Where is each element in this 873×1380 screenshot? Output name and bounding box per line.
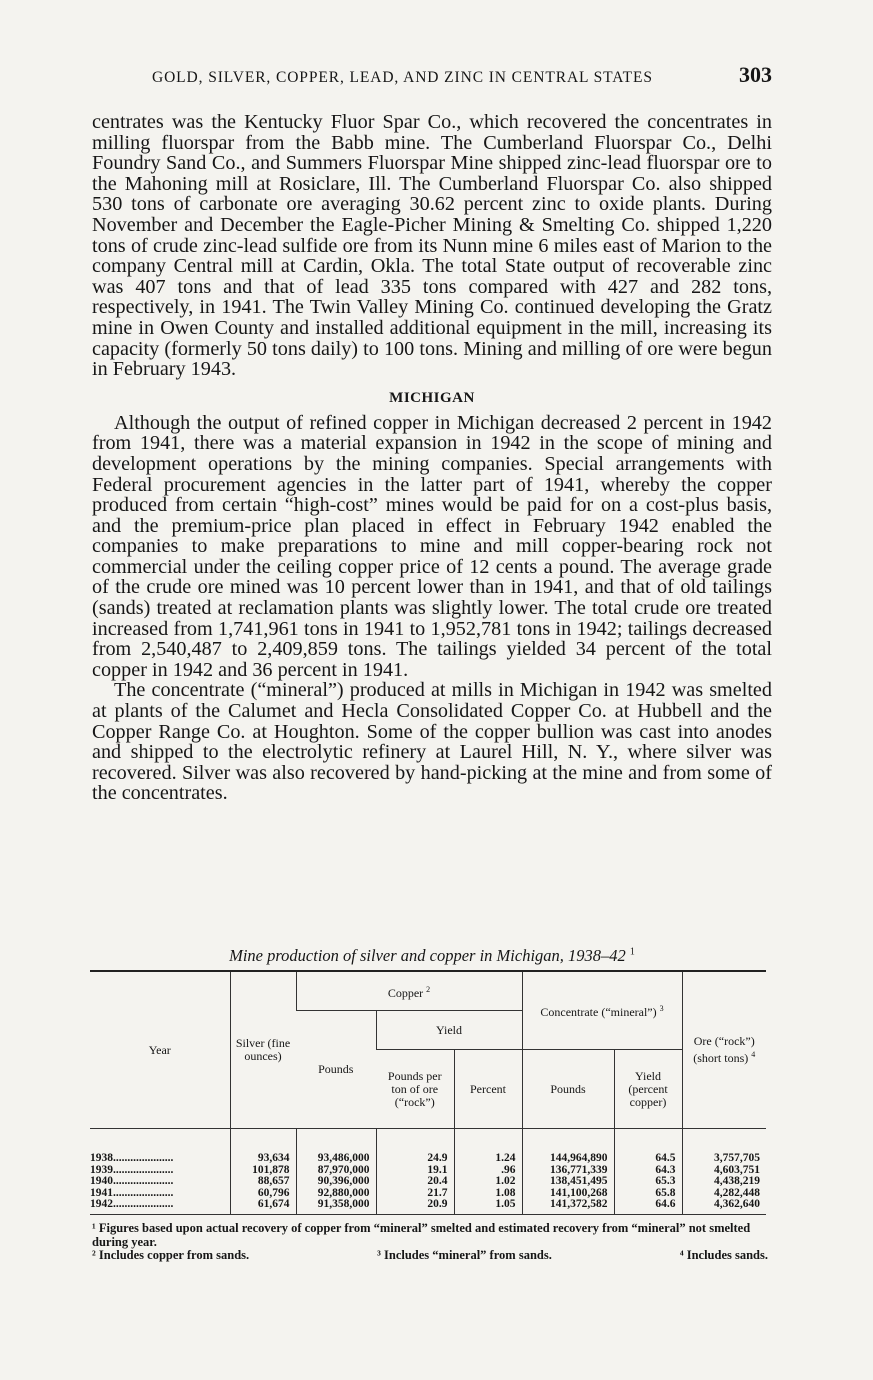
cell-silver: 60,796 — [230, 1188, 296, 1200]
paragraph-kentucky: centrates was the Kentucky Fluor Spar Co., which recovered the concentrates in milling fluorspar from the Babb mine. The Cumberland Fluorspar Co., Delhi Foundry Sand Co., and Summers Fluorspar Mine shipped zinc-lead fluorspar ore to the Mahoning mill at Rosiclare, Ill. The Cumberland Fluorspar Co. also shipped 530 tons of carbonate ore averaging 30.62 percent zinc to oxide plants. During November and December the Eagle-Picher Mining & Smelting Co. shipped 1,220 tons of crude zinc-lead sulfide ore from its Nunn mine 6 miles east of Marion to the company Central mill at Cardin, Okla. The total State output of recoverable zinc was 407 tons and that of lead 335 tons compared with 427 and 282 tons, respectively, in 1941. The Twin Valley Mining Co. continued developing the Gratz mine in Owen County and installed additional equipment in the mill, increasing its capacity (formerly 50 tons daily) to 100 tons. Mining and milling of ore were begun in February 1943. — [92, 111, 772, 381]
cell-ore: 4,362,640 — [682, 1199, 766, 1214]
table-row — [90, 1199, 766, 1214]
paragraph-michigan-concentrate: The concentrate (“mineral”) produced at mills in Michigan in 1942 was smelted at plants of the Calumet and Hecla Consolidated Copper Co. at Hubbell and the Copper Range Co. at Houghton. Some of the copper bullion was cast into anodes and shipped to the electrolytic refinery at Laurel Hill, N. Y., where silver was recovered. Silver was also recovered by hand-picking at the mine and from some of the concentrates. — [92, 679, 772, 805]
cell-year: 1941..................... — [90, 1186, 174, 1199]
cell-conc-yield: 65.8 — [614, 1188, 682, 1200]
footnote-2: ² Includes copper from sands. — [92, 1248, 250, 1262]
copper-note: 2 — [426, 984, 431, 994]
running-title: GOLD, SILVER, COPPER, LEAD, AND ZINC IN CENTRAL STATES — [152, 69, 653, 86]
cell-conc-yield: 64.5 — [614, 1129, 682, 1165]
footnote-4: ⁴ Includes sands. — [679, 1248, 768, 1262]
col-header-conc-pounds: Pounds — [522, 1050, 614, 1129]
running-header — [92, 62, 772, 96]
col-header-percent: Percent — [454, 1050, 522, 1129]
table-caption-note: 1 — [629, 946, 635, 958]
cell-conc-pounds: 144,964,890 — [522, 1129, 614, 1165]
col-header-copper — [296, 971, 522, 1011]
concentrate-label: Concentrate (“mineral”) — [540, 1005, 657, 1019]
cell-copper-pounds: 91,358,000 — [296, 1199, 376, 1214]
cell-silver: 93,634 — [230, 1129, 296, 1165]
cell-conc-pounds: 136,771,339 — [522, 1165, 614, 1177]
section-heading-michigan: MICHIGAN — [389, 389, 475, 406]
col-header-ore — [682, 971, 766, 1129]
cell-copper-pounds: 87,970,000 — [296, 1165, 376, 1177]
cell-ore: 3,757,705 — [682, 1129, 766, 1165]
col-header-pounds-per-ton: Pounds per ton of ore (“rock”) — [376, 1050, 454, 1129]
cell-conc-pounds: 141,100,268 — [522, 1188, 614, 1200]
cell-pounds-per-ton: 21.7 — [376, 1188, 454, 1200]
cell-year: 1942..................... — [90, 1199, 230, 1214]
ore-note: 4 — [751, 1050, 756, 1059]
cell-year: 1938..................... — [90, 1152, 174, 1164]
col-header-year: Year — [90, 971, 230, 1129]
cell-conc-pounds: 141,372,582 — [522, 1199, 614, 1214]
concentrate-note: 3 — [659, 1004, 664, 1013]
footnote-1: ¹ Figures based upon actual recovery of copper from “mineral” smelted and estimated recovery from “mineral” not smelted during year. — [92, 1221, 751, 1249]
cell-pounds-per-ton: 19.1 — [376, 1165, 454, 1177]
footnotes — [92, 1222, 768, 1263]
cell-silver: 101,878 — [230, 1165, 296, 1177]
cell-conc-yield: 64.6 — [614, 1199, 682, 1214]
col-header-silver: Silver (fine ounces) — [230, 971, 296, 1129]
copper-label: Copper — [387, 985, 424, 1000]
cell-ore: 4,282,448 — [682, 1188, 766, 1200]
cell-copper-pounds: 92,880,000 — [296, 1188, 376, 1200]
ore-label: Ore (“rock”) (short tons) — [693, 1034, 755, 1065]
cell-copper-pounds: 90,396,000 — [296, 1176, 376, 1188]
col-header-yield: Yield — [376, 1011, 522, 1050]
cell-copper-pounds: 93,486,000 — [296, 1129, 376, 1165]
production-table — [90, 970, 766, 1215]
cell-conc-pounds: 138,451,495 — [522, 1176, 614, 1188]
cell-percent: 1.05 — [454, 1199, 522, 1214]
table-caption — [92, 946, 772, 966]
footnote-3: ³ Includes “mineral” from sands. — [377, 1248, 552, 1262]
cell-year: 1940..................... — [90, 1175, 174, 1187]
header-row-1 — [90, 971, 766, 1011]
cell-ore: 4,438,219 — [682, 1176, 766, 1188]
cell-percent: 1.24 — [454, 1129, 522, 1165]
col-header-copper-pounds: Pounds — [296, 1011, 376, 1129]
cell-silver: 61,674 — [230, 1199, 296, 1214]
table-caption-text: Mine production of silver and copper in Michigan, 1938–42 — [229, 946, 626, 965]
cell-percent: 1.02 — [454, 1176, 522, 1188]
footnote-row — [92, 1249, 768, 1263]
table-row — [90, 1129, 766, 1165]
cell-percent: 1.08 — [454, 1188, 522, 1200]
table-row — [90, 1176, 766, 1188]
body-text — [92, 112, 772, 804]
cell-silver: 88,657 — [230, 1176, 296, 1188]
col-header-conc-yield: Yield (percent copper) — [614, 1050, 682, 1129]
cell-conc-yield: 64.3 — [614, 1165, 682, 1177]
page-number: 303 — [739, 62, 772, 87]
paragraph-michigan-output: Although the output of refined copper in Michigan decreased 2 percent in 1942 from 1941, there was a material expansion in 1942 in the scope of mining and development operations by the mining companies. Special arrangements with Federal procurement agencies in the latter part of 1941, whereby the copper produced from certain “high-cost” mines would be paid for on a cost-plus basis, and the premium-price plan placed in effect in February 1942 enabled the companies to make preparations to mine and mill copper-bearing rock not commercial under the ceiling copper price of 12 cents a pound. The average grade of the crude ore mined was 10 percent lower than in 1941, and that of old tailings (sands) treated at reclamation plants was slightly lower. The total crude ore treated increased from 1,741,961 tons in 1941 to 1,952,781 tons in 1942; tailings decreased from 2,540,487 to 2,409,859 tons. The tailings yielded 34 percent of the total copper in 1942 and 36 percent in 1941. — [92, 411, 772, 681]
cell-conc-yield: 65.3 — [614, 1176, 682, 1188]
cell-pounds-per-ton: 20.9 — [376, 1199, 454, 1214]
cell-percent: .96 — [454, 1165, 522, 1177]
cell-year: 1939..................... — [90, 1163, 174, 1176]
col-header-concentrate — [522, 971, 682, 1050]
cell-pounds-per-ton: 20.4 — [376, 1176, 454, 1188]
cell-ore: 4,603,751 — [682, 1165, 766, 1177]
production-table-container — [90, 970, 766, 1215]
cell-pounds-per-ton: 24.9 — [376, 1129, 454, 1165]
